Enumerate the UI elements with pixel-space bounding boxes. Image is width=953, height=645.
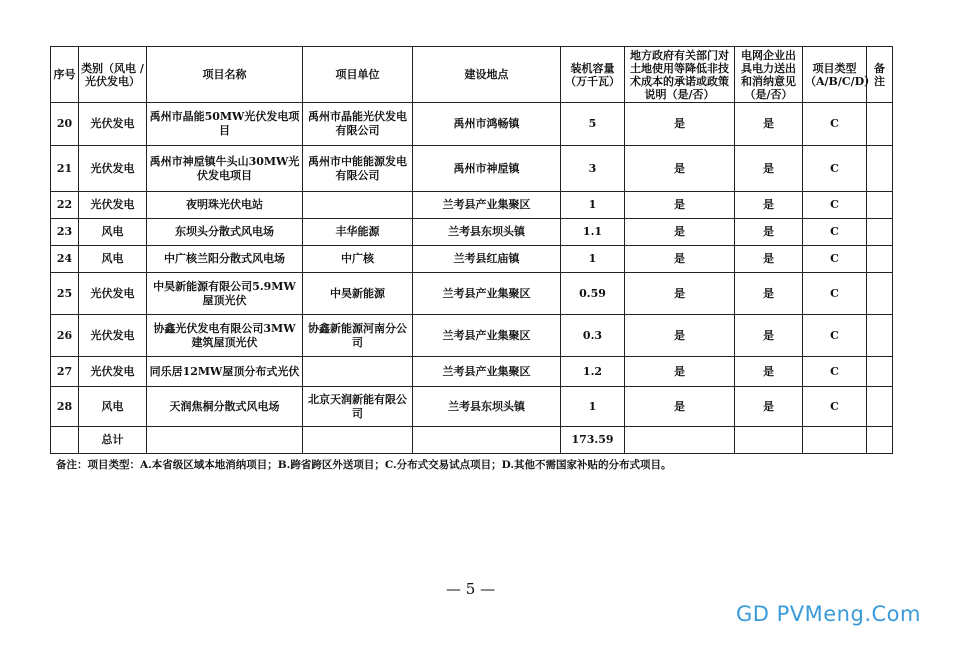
header-type: 项目类型（A/B/C/D） (803, 47, 867, 103)
cell-name: 禹州市神垕镇牛头山30MW光伏发电项目 (147, 146, 303, 192)
cell-gov: 是 (625, 387, 735, 427)
cell-name: 同乐居12MW屋顶分布式光伏 (147, 357, 303, 387)
cell-capacity: 0.3 (561, 315, 625, 357)
table-row (51, 357, 893, 387)
cell-unit (303, 357, 413, 387)
cell-type: C (803, 146, 867, 192)
table-row (51, 103, 893, 146)
cell-type: C (803, 315, 867, 357)
cell-gov: 是 (625, 357, 735, 387)
cell-seq: 20 (51, 103, 79, 146)
header-grid-opinion: 电网企业出具电力送出和消纳意见（是/否） (735, 47, 803, 103)
cell-type: C (803, 246, 867, 273)
cell-capacity: 0.59 (561, 273, 625, 315)
header-capacity: 装机容量（万千瓦） (561, 47, 625, 103)
cell-name: 协鑫光伏发电有限公司3MW建筑屋顶光伏 (147, 315, 303, 357)
total-row (51, 427, 893, 454)
header-name: 项目名称 (147, 47, 303, 103)
watermark: GD PVMeng.Com (736, 602, 921, 626)
footnote: 备注：项目类型：A.本省级区域本地消纳项目；B.跨省跨区外送项目；C.分布式交易试点项目；D.其他不需国家补贴的分布式项目。 (56, 459, 672, 471)
cell-gov: 是 (625, 219, 735, 246)
cell-seq: 28 (51, 387, 79, 427)
cell-name: 禹州市晶能50MW光伏发电项目 (147, 103, 303, 146)
cell-seq: 26 (51, 315, 79, 357)
cell-location: 兰考县产业集聚区 (413, 315, 561, 357)
cell-grid: 是 (735, 219, 803, 246)
cell-category: 风电 (79, 219, 147, 246)
header-gov-commit: 地方政府有关部门对土地使用等降低非技术成本的承诺或政策说明（是/否） (625, 47, 735, 103)
header-remark: 备注 (867, 47, 893, 103)
cell-unit: 禹州市晶能光伏发电有限公司 (303, 103, 413, 146)
total-empty-cell (147, 427, 303, 454)
header-unit: 项目单位 (303, 47, 413, 103)
cell-location: 兰考县产业集聚区 (413, 192, 561, 219)
total-empty-cell (867, 427, 893, 454)
cell-capacity: 3 (561, 146, 625, 192)
cell-gov: 是 (625, 246, 735, 273)
header-seq: 序号 (51, 47, 79, 103)
cell-type: C (803, 273, 867, 315)
cell-seq: 24 (51, 246, 79, 273)
cell-unit: 协鑫新能源河南分公司 (303, 315, 413, 357)
cell-remark (867, 146, 893, 192)
cell-grid: 是 (735, 146, 803, 192)
total-empty-cell (413, 427, 561, 454)
table-row (51, 273, 893, 315)
cell-location: 兰考县产业集聚区 (413, 357, 561, 387)
table-row (51, 387, 893, 427)
total-label: 总计 (79, 427, 147, 454)
cell-grid: 是 (735, 315, 803, 357)
cell-location: 禹州市鸿畅镇 (413, 103, 561, 146)
cell-gov: 是 (625, 146, 735, 192)
cell-remark (867, 387, 893, 427)
page-number: — 5 — (446, 580, 496, 598)
cell-gov: 是 (625, 315, 735, 357)
cell-remark (867, 315, 893, 357)
cell-capacity: 1 (561, 387, 625, 427)
cell-category: 光伏发电 (79, 273, 147, 315)
cell-type: C (803, 192, 867, 219)
cell-name: 东坝头分散式风电场 (147, 219, 303, 246)
table-row (51, 146, 893, 192)
cell-unit: 禹州市中能能源发电有限公司 (303, 146, 413, 192)
cell-category: 光伏发电 (79, 146, 147, 192)
cell-location: 兰考县东坝头镇 (413, 219, 561, 246)
table-row (51, 219, 893, 246)
total-empty-cell (303, 427, 413, 454)
cell-name: 中广核兰阳分散式风电场 (147, 246, 303, 273)
cell-capacity: 1 (561, 246, 625, 273)
header-location: 建设地点 (413, 47, 561, 103)
project-table (50, 46, 893, 454)
cell-seq: 22 (51, 192, 79, 219)
cell-remark (867, 103, 893, 146)
cell-grid: 是 (735, 103, 803, 146)
cell-remark (867, 219, 893, 246)
cell-unit: 北京天润新能有限公司 (303, 387, 413, 427)
cell-remark (867, 273, 893, 315)
cell-remark (867, 192, 893, 219)
cell-category: 风电 (79, 246, 147, 273)
cell-seq: 23 (51, 219, 79, 246)
cell-category: 光伏发电 (79, 315, 147, 357)
cell-name: 夜明珠光伏电站 (147, 192, 303, 219)
cell-category: 光伏发电 (79, 103, 147, 146)
cell-grid: 是 (735, 387, 803, 427)
cell-category: 光伏发电 (79, 192, 147, 219)
cell-gov: 是 (625, 192, 735, 219)
cell-location: 兰考县产业集聚区 (413, 273, 561, 315)
cell-category: 光伏发电 (79, 357, 147, 387)
cell-type: C (803, 103, 867, 146)
cell-name: 天润焦桐分散式风电场 (147, 387, 303, 427)
cell-location: 兰考县红庙镇 (413, 246, 561, 273)
total-seq-cell (51, 427, 79, 454)
cell-gov: 是 (625, 103, 735, 146)
table-row (51, 246, 893, 273)
cell-location: 兰考县东坝头镇 (413, 387, 561, 427)
cell-type: C (803, 219, 867, 246)
cell-grid: 是 (735, 192, 803, 219)
total-empty-cell (625, 427, 735, 454)
table-row (51, 315, 893, 357)
cell-unit: 中广核 (303, 246, 413, 273)
cell-capacity: 1.2 (561, 357, 625, 387)
cell-unit: 中昊新能源 (303, 273, 413, 315)
cell-name: 中昊新能源有限公司5.9MW屋顶光伏 (147, 273, 303, 315)
cell-capacity: 1 (561, 192, 625, 219)
total-empty-cell (803, 427, 867, 454)
cell-grid: 是 (735, 246, 803, 273)
cell-grid: 是 (735, 357, 803, 387)
cell-category: 风电 (79, 387, 147, 427)
table-row (51, 192, 893, 219)
cell-location: 禹州市神垕镇 (413, 146, 561, 192)
cell-type: C (803, 357, 867, 387)
total-empty-cell (735, 427, 803, 454)
cell-grid: 是 (735, 273, 803, 315)
cell-remark (867, 357, 893, 387)
table-header-row (51, 47, 893, 103)
total-capacity: 173.59 (561, 427, 625, 454)
cell-gov: 是 (625, 273, 735, 315)
cell-type: C (803, 387, 867, 427)
cell-unit: 丰华能源 (303, 219, 413, 246)
cell-seq: 27 (51, 357, 79, 387)
cell-remark (867, 246, 893, 273)
cell-capacity: 1.1 (561, 219, 625, 246)
cell-seq: 21 (51, 146, 79, 192)
cell-capacity: 5 (561, 103, 625, 146)
header-category: 类别（风电 / 光伏发电） (79, 47, 147, 103)
cell-seq: 25 (51, 273, 79, 315)
cell-unit (303, 192, 413, 219)
